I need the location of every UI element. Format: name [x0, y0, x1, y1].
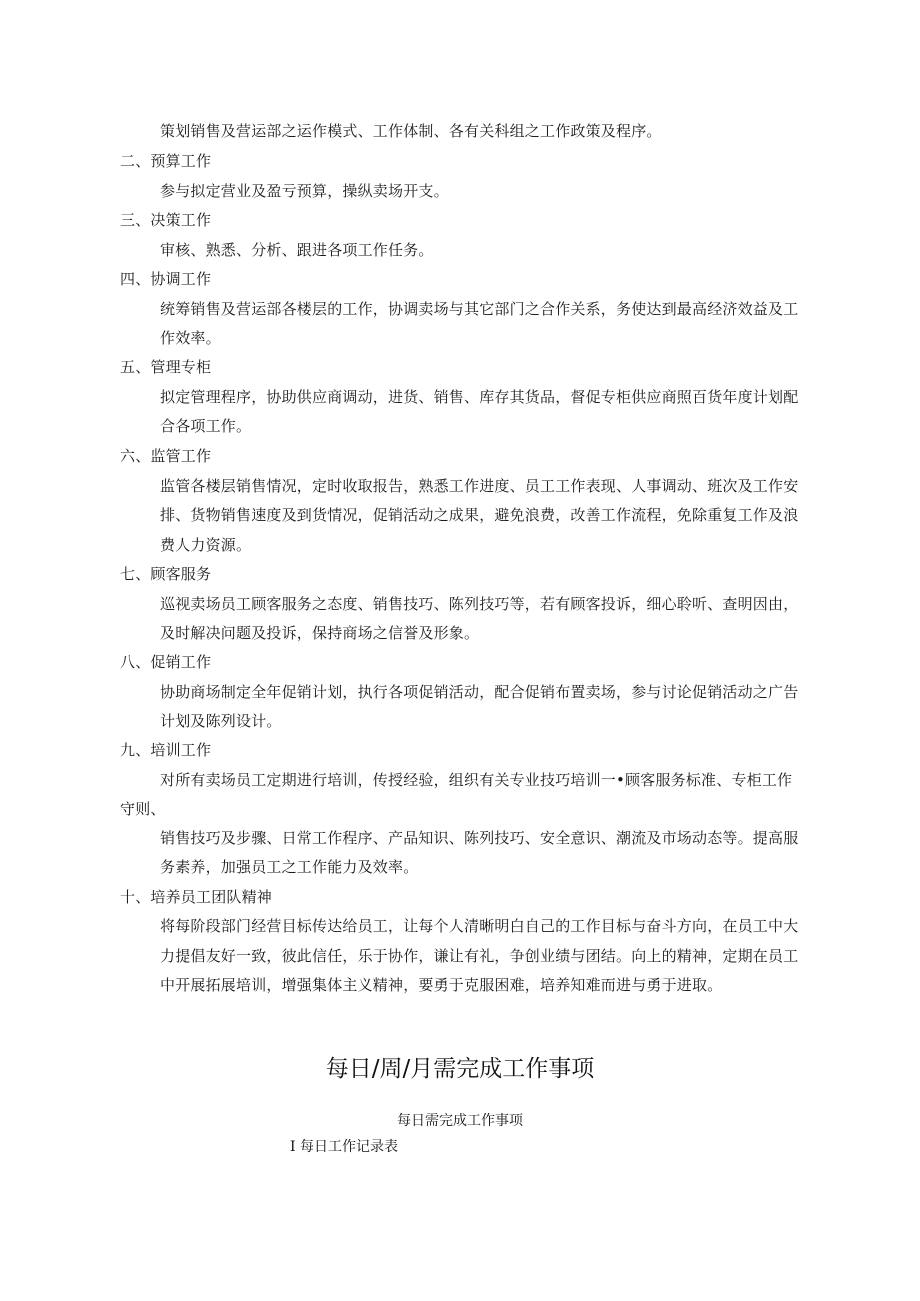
section-text-line: 作效率。 — [160, 329, 221, 347]
section-heading-decision: 三、决策工作 — [120, 211, 212, 229]
section-heading-coordination: 四、协调工作 — [120, 270, 212, 288]
section-text-line: 排、货物销售速度及到货情况，促销活动之成果，避免浪费，改善工作流程，免除重复工作及浪 — [160, 506, 799, 524]
section-text-line: 巡视卖场员工顾客服务之态度、销售技巧、陈列技巧等，若有顾客投诉，细心聆听、查明因由， — [160, 595, 799, 613]
section-heading-promotion: 八、促销工作 — [120, 653, 212, 671]
section-text-line: 务素养，加强员工之工作能力及效率。 — [160, 858, 419, 876]
section-heading-training: 九、培训工作 — [120, 741, 212, 759]
section-text-line: 中开展拓展培训，增强集体主义精神，要勇于克服困难，培养知难而进与勇于进取。 — [160, 976, 723, 994]
section-heading-team-spirit: 十、培养员工团队精神 — [120, 888, 273, 906]
section-text-line: 对所有卖场员工定期进行培训，传授经验，组织有关专业技巧培训一•顾客服务标准、专柜工作 — [160, 771, 793, 789]
intro-paragraph: 策划销售及营运部之运作模式、工作体制、各有关科组之工作政策及程序。 — [160, 122, 662, 140]
section-text-line: 销售技巧及步骤、日常工作程序、产品知识、陈列技巧、安全意识、潮流及市场动态等。提高服 — [160, 829, 799, 847]
section-text-line: 合各项工作。 — [160, 417, 252, 435]
table-caption: I 每日工作记录表 — [290, 1139, 398, 1155]
section-text-line: 协助商场制定全年促销计划，执行各项促销活动，配合促销布置卖场，参与讨论促销活动之广告 — [160, 683, 799, 701]
section-text-line: 参与拟定营业及盈亏预算，操纵卖场开支。 — [160, 182, 449, 200]
section-heading-budget: 二、预算工作 — [120, 152, 212, 170]
section-heading-customer-service: 七、顾客服务 — [120, 565, 212, 583]
page-title: 每日/周/月需完成工作事项 — [325, 1056, 595, 1082]
section-text-line: 拟定管理程序，协助供应商调动，进货、销售、库存其货品，督促专柜供应商照百货年度计划配 — [160, 388, 799, 406]
section-text-line: 守则、 — [120, 800, 166, 818]
section-text-line: 计划及陈列设计。 — [160, 712, 282, 730]
section-subtitle: 每日需完成工作事项 — [397, 1113, 523, 1129]
section-text-line: 监管各楼层销售情况，定时收取报告，熟悉工作进度、员工工作表现、人事调动、班次及工作安 — [160, 477, 799, 495]
section-text-line: 及时解决问题及投诉，保持商场之信誉及形象。 — [160, 624, 480, 642]
section-text-line: 统筹销售及营运部各楼层的工作，协调卖场与其它部门之合作关系，务使达到最高经济效益及工 — [160, 300, 799, 318]
section-text-line: 费人力资源。 — [160, 536, 252, 554]
section-heading-supervision: 六、监管工作 — [120, 447, 212, 465]
section-text-line: 审核、熟悉、分析、跟进各项工作任务。 — [160, 241, 434, 259]
section-heading-counter-management: 五、管理专柜 — [120, 358, 212, 376]
section-text-line: 力提倡友好一致，彼此信任，乐于协作，谦让有礼，争创业绩与团结。向上的精神，定期在员工 — [160, 947, 799, 965]
section-text-line: 将每阶段部门经营目标传达给员工，让每个人清晰明白自己的工作目标与奋斗方向，在员工中大 — [160, 917, 799, 935]
